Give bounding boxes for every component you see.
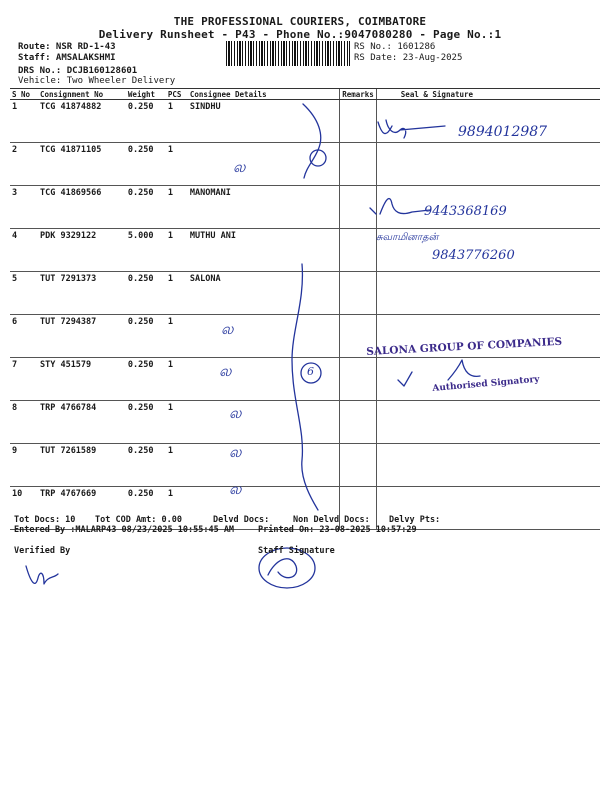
col-pcs: PCS	[166, 89, 188, 100]
cell-consignment: TRP 4766784	[38, 401, 126, 444]
footer-printed-on: Printed On: 23-08-2025 10:57:29	[258, 525, 417, 535]
cell-weight: 0.250	[126, 358, 166, 401]
cell-sno: 2	[10, 143, 38, 186]
cell-sno: 1	[10, 100, 38, 143]
cell-sno: 6	[10, 315, 38, 358]
cell-consignment: TCG 41871105	[38, 143, 126, 186]
cell-pcs: 1	[166, 229, 188, 272]
cell-sno: 3	[10, 186, 38, 229]
cell-consignee: MUTHU ANI	[188, 229, 340, 272]
cell-consignment: TUT 7291373	[38, 272, 126, 315]
cell-consignment: PDK 9329122	[38, 229, 126, 272]
mark-row10: ல	[229, 480, 242, 498]
cell-weight: 0.250	[126, 444, 166, 487]
cell-pcs: 1	[166, 487, 188, 530]
vehicle-label: Vehicle: Two Wheeler Delivery	[18, 76, 176, 86]
cell-pcs: 1	[166, 358, 188, 401]
cell-weight: 0.250	[126, 100, 166, 143]
footer-tot-docs: Tot Docs: 10	[14, 515, 76, 525]
handwritten-phone-2: 9443368169	[424, 204, 507, 219]
signature-row3	[370, 199, 430, 214]
cell-consignment: TRP 4767669	[38, 487, 126, 530]
cell-sno: 8	[10, 401, 38, 444]
col-consignee: Consignee Details	[188, 89, 340, 100]
cell-pcs: 1	[166, 401, 188, 444]
verified-signature-mark	[26, 566, 58, 584]
cell-sno: 4	[10, 229, 38, 272]
cell-consignment: TUT 7261589	[38, 444, 126, 487]
cell-weight: 0.250	[126, 186, 166, 229]
route-label: Route: NSR RD-1-43	[18, 42, 116, 52]
cell-weight: 0.250	[126, 272, 166, 315]
cell-consignee: MANOMANI	[188, 186, 340, 229]
cell-consignee: SINDHU	[188, 100, 340, 143]
runsheet-subtitle: Delivery Runsheet - P43 - Phone No.:9047080280 - Page No.:1	[98, 28, 502, 41]
col-seal-signature: Seal & Signature	[376, 89, 600, 100]
col-weight: Weight	[126, 89, 166, 100]
signature-row1	[378, 120, 445, 138]
cell-consignment: STY 451579	[38, 358, 126, 401]
delivery-line	[292, 264, 318, 510]
rs-date-label: RS Date: 23-Aug-2025	[354, 53, 463, 63]
cell-weight: 5.000	[126, 229, 166, 272]
cell-pcs: 1	[166, 315, 188, 358]
cell-pcs: 1	[166, 444, 188, 487]
cell-sno: 9	[10, 444, 38, 487]
cell-sno: 7	[10, 358, 38, 401]
verified-by-label: Verified By	[14, 546, 71, 556]
cell-pcs: 1	[166, 143, 188, 186]
mark-row2: ல	[233, 158, 246, 176]
footer-delvy-pts: Delvy Pts:	[389, 515, 441, 525]
staff-signature-label: Staff Signature	[258, 546, 335, 556]
company-title: THE PROFESSIONAL COURIERS, COIMBATORE	[173, 15, 427, 28]
col-sno: S No	[10, 89, 38, 100]
mark-row9: ல	[229, 443, 242, 461]
staff-label: Staff: AMSALAKSHMI	[18, 53, 116, 63]
drs-label: DRS No.: DCJB160128601	[18, 66, 138, 76]
col-remarks: Remarks	[340, 89, 377, 100]
cell-consignee: SALONA	[188, 272, 340, 315]
cell-pcs: 1	[166, 186, 188, 229]
circle-mark	[310, 150, 326, 166]
footer-entered-by: Entered By :MALARP43 08/23/2025 10:55:45 AM	[14, 525, 235, 535]
handwritten-count: 6	[307, 365, 314, 378]
footer-delvd-docs: Delvd Docs:	[213, 515, 270, 525]
cell-sno: 10	[10, 487, 38, 530]
cell-weight: 0.250	[126, 315, 166, 358]
cell-consignment: TCG 41874882	[38, 100, 126, 143]
cell-pcs: 1	[166, 272, 188, 315]
col-consignment: Consignment No	[38, 89, 126, 100]
mark-row8: ல	[229, 404, 242, 422]
handwritten-tamil-name: சுவாமினாதன்	[376, 232, 439, 243]
cell-sno: 5	[10, 272, 38, 315]
cell-consignment: TCG 41869566	[38, 186, 126, 229]
footer-tot-cod: Tot COD Amt: 0.00	[95, 515, 182, 525]
bracket-curve	[303, 104, 321, 178]
cell-pcs: 1	[166, 100, 188, 143]
mark-row6: ல	[221, 320, 234, 338]
stamp-company-name: SALONA GROUP OF COMPANIES	[366, 335, 563, 358]
handwritten-phone-1: 9894012987	[458, 124, 548, 140]
stamp-authorised-signatory: Authorised Signatory	[432, 374, 540, 394]
rs-no-label: RS No.: 1601286	[354, 42, 436, 52]
cell-weight: 0.250	[126, 143, 166, 186]
cell-weight: 0.250	[126, 487, 166, 530]
handwritten-phone-3: 9843776260	[432, 248, 515, 263]
mark-row7: ல	[219, 362, 232, 380]
signature-row7	[448, 360, 480, 380]
cell-weight: 0.250	[126, 401, 166, 444]
footer-non-delvd-docs: Non Delvd Docs:	[293, 515, 370, 525]
tick-row7	[398, 372, 412, 386]
cell-consignment: TUT 7294387	[38, 315, 126, 358]
